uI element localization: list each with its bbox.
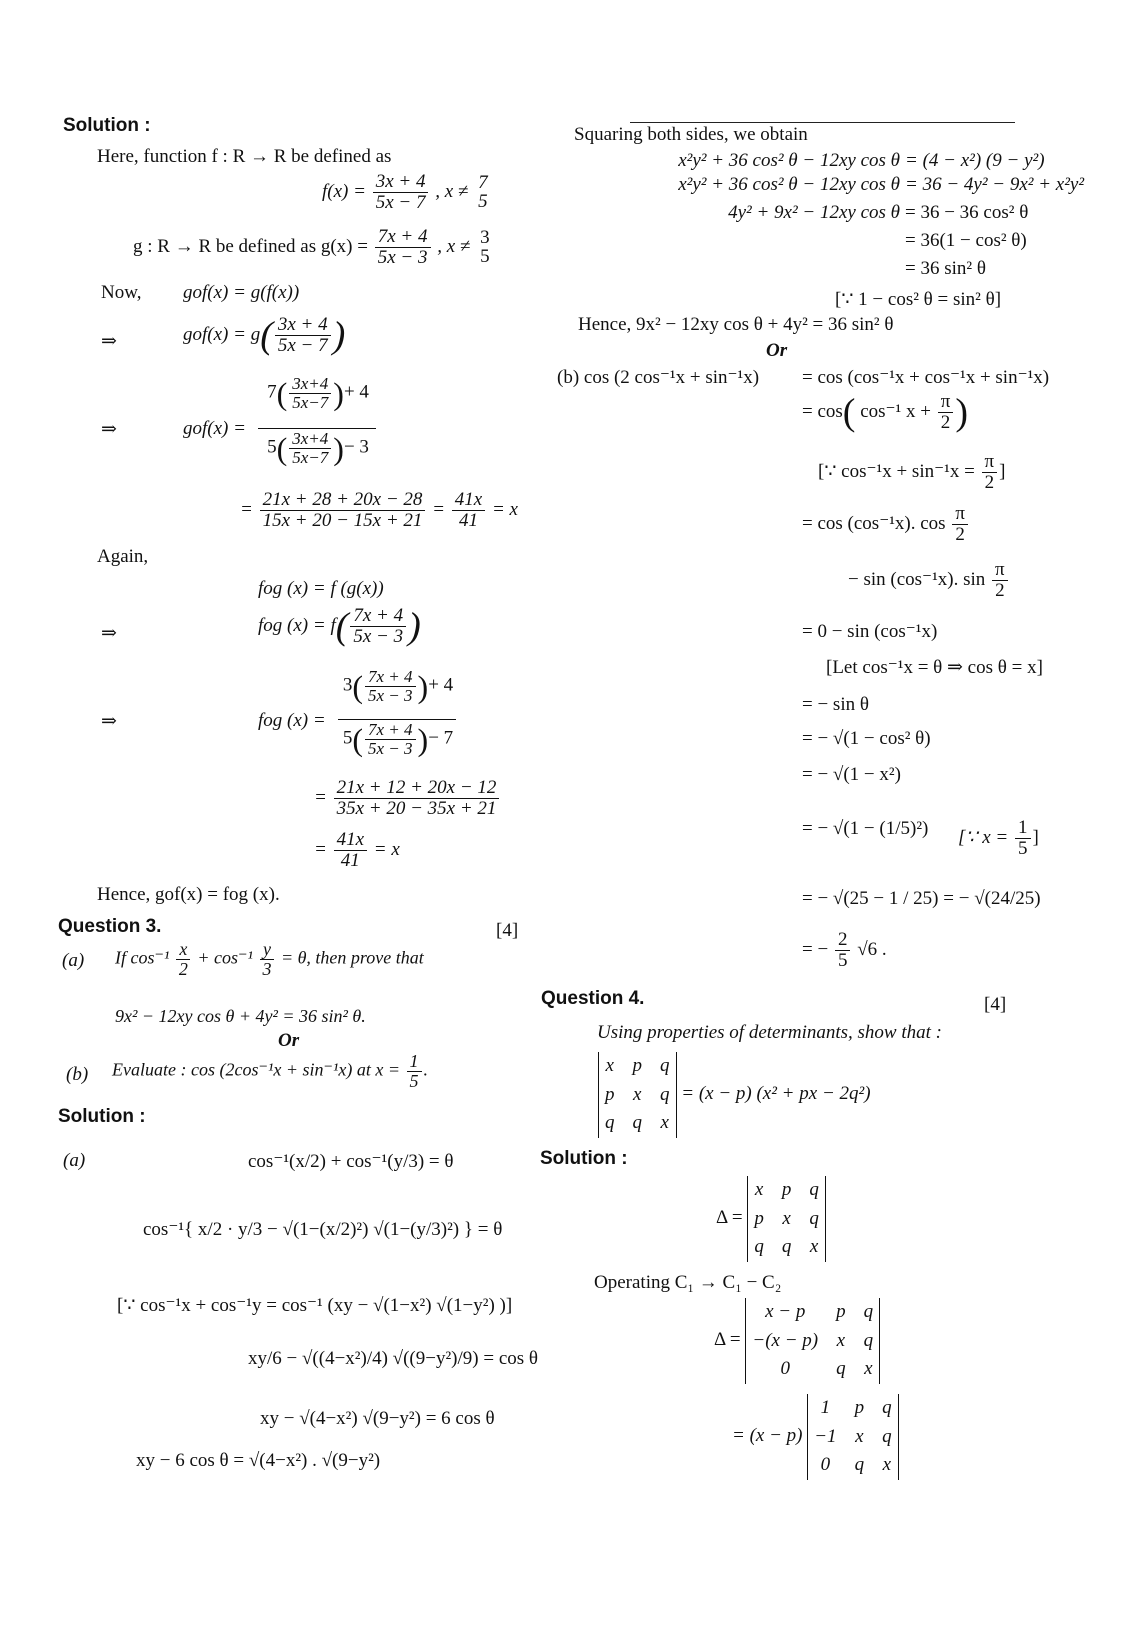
b-identity-note: [∵ cos⁻¹x + sin⁻¹x = $\frac{\pi}{2}$ ] bbox=[818, 451, 1006, 493]
fog-line-3-lhs: fog (x) = bbox=[258, 710, 326, 731]
question-4-marks: [4] bbox=[984, 994, 1007, 1015]
fog-line-1: fog (x) = f (g(x)) bbox=[258, 578, 384, 599]
gof-result: = $\frac{21x + 28 + 20x - 28}{15x + 20 - 15x + 21}$ = $\frac{41x}{41}$ = x bbox=[240, 489, 518, 531]
b-rhs-7: = − √(1 − cos² θ) bbox=[802, 728, 931, 749]
implies-arrow: ⇒ bbox=[101, 419, 117, 440]
b-rhs-11: = − $\frac{2}{5}$ √6 . bbox=[802, 929, 887, 971]
b-rhs-9: = − √(1 − (1/5)²) bbox=[802, 818, 929, 839]
sq-line-2-lhs: x²y² + 36 cos² θ − 12xy cos θ bbox=[678, 174, 900, 195]
q3a-label: (a) bbox=[62, 950, 85, 971]
question-3-heading: Question 3. bbox=[58, 916, 162, 937]
sq-line-1-lhs: x²y² + 36 cos² θ − 12xy cos θ bbox=[678, 150, 900, 171]
gof-line-3-lhs: gof(x) = bbox=[183, 418, 246, 439]
b-rhs-10: = − √(25 − 1 / 25) = − √(24/25) bbox=[802, 888, 1041, 909]
sol-a-line-1: cos⁻¹(x/2) + cos⁻¹(y/3) = θ bbox=[248, 1151, 454, 1172]
delta-determinant-3: 1 p q −1 x q 0 q x bbox=[807, 1394, 898, 1480]
g-definition: g : R → R be defined as g(x) = $\frac{7x + 4}{5x - 3}$ , x ≠ 3 5 bbox=[133, 226, 490, 268]
now-label: Now, bbox=[101, 282, 142, 303]
solution-heading-3: Solution : bbox=[540, 1148, 628, 1169]
q4-equation: x p q p x q q q x = (x − p) (x² + px − 2q²) bbox=[598, 1052, 871, 1138]
sq-line-1-rhs: = (4 − x²) (9 − y²) bbox=[905, 150, 1045, 171]
sq-line-3-lhs: 4y² + 9x² − 12xy cos θ bbox=[728, 202, 900, 223]
question-3-marks: [4] bbox=[496, 920, 519, 941]
b-lhs: (b) cos (2 cos⁻¹x + sin⁻¹x) bbox=[557, 367, 760, 388]
delta-2: Δ = x − p p q −(x − p) x q 0 q x bbox=[714, 1298, 880, 1384]
sq-identity-note: [∵ 1 − cos² θ = sin² θ] bbox=[835, 289, 1002, 310]
implies-arrow: ⇒ bbox=[101, 711, 117, 732]
gof-line-1: gof(x) = g(f(x)) bbox=[183, 282, 300, 303]
solution-heading: Solution : bbox=[63, 115, 151, 136]
sq-line-4-rhs: = 36(1 − cos² θ) bbox=[905, 230, 1027, 251]
q3b-label: (b) bbox=[66, 1064, 89, 1085]
b-rhs-1: = cos (cos⁻¹x + cos⁻¹x + sin⁻¹x) bbox=[802, 367, 1050, 388]
implies-arrow: ⇒ bbox=[101, 331, 117, 352]
question-4-heading: Question 4. bbox=[541, 988, 645, 1009]
gof-line-3-denominator: 5( $\frac{3x+4}{5x-7}$ )− 3 bbox=[267, 429, 369, 467]
delta-1: Δ = x p q p x q q q x bbox=[716, 1176, 826, 1262]
q3a-statement: If cos⁻¹ $\frac{x}{2}$ + cos⁻¹ $\frac{y}{3}$ = θ, then prove that bbox=[115, 939, 424, 979]
intro-text: Here, function f : R → R be defined as bbox=[97, 146, 392, 167]
sol-a-line-2: cos⁻¹{ x/2 · y/3 − √(1−(x/2)²) √(1−(y/3)²) } = θ bbox=[143, 1219, 503, 1240]
sq-line-2-rhs: = 36 − 4y² − 9x² + x²y² bbox=[905, 174, 1085, 195]
sq-line-5-rhs: = 36 sin² θ bbox=[905, 258, 986, 279]
solution-heading-2: Solution : bbox=[58, 1106, 146, 1127]
sol-a-line-4: xy − √(4−x²) √(9−y²) = 6 cos θ bbox=[260, 1408, 495, 1429]
b-rhs-2: = cos( cos⁻¹ x + $\frac{\pi}{2}$ ) bbox=[802, 391, 968, 434]
fog-line-2: fog (x) = f( $\frac{7x + 4}{5x - 3}$ ) bbox=[258, 605, 421, 648]
b-rhs-9-note: [∵ x = $\frac{1}{5}$ ] bbox=[958, 817, 1039, 859]
b-rhs-8: = − √(1 − x²) bbox=[802, 764, 901, 785]
q3b-statement: Evaluate : cos (2cos⁻¹x + sin⁻¹x) at x = $\frac{1}{5}$ . bbox=[112, 1051, 429, 1091]
fog-result-1: = $\frac{21x + 12 + 20x - 12}{35x + 20 - 35x + 21}$ bbox=[314, 778, 501, 819]
b-rhs-6: = − sin θ bbox=[802, 694, 869, 715]
or-label: Or bbox=[278, 1030, 300, 1051]
sol-a-label: (a) bbox=[63, 1150, 86, 1171]
delta-3: = (x − p) 1 p q −1 x q 0 q x bbox=[732, 1394, 899, 1480]
q4-statement: Using properties of determinants, show that : bbox=[597, 1022, 942, 1043]
b-rhs-5: = 0 − sin (cos⁻¹x) bbox=[802, 621, 938, 642]
q4-determinant: x p q p x q q q x bbox=[598, 1052, 677, 1138]
sol-a-identity: [∵ cos⁻¹x + cos⁻¹y = cos⁻¹ (xy − √(1−x²) √(1−y²) )] bbox=[117, 1295, 513, 1316]
sq-line-3-rhs: = 36 − 36 cos² θ bbox=[905, 202, 1029, 223]
operating-note: Operating C₁ → C₁ − C₂ bbox=[594, 1272, 782, 1293]
fog-line-3-denominator: 5( $\frac{7x + 4}{5x - 3}$ )− 7 bbox=[342, 720, 454, 758]
fog-result-2: = $\frac{41x}{41}$ = x bbox=[314, 829, 400, 871]
implies-arrow: ⇒ bbox=[101, 623, 117, 644]
f-definition: f(x) = $\frac{3x + 4}{5x - 7}$ , x ≠ 7 5 bbox=[322, 171, 488, 213]
delta-determinant-2: x − p p q −(x − p) x q 0 q x bbox=[745, 1298, 880, 1384]
b-rhs-4: − sin (cos⁻¹x). sin $\frac{\pi}{2}$ bbox=[848, 560, 1010, 601]
top-rule bbox=[630, 122, 1015, 123]
hence-statement: Hence, gof(x) = fog (x). bbox=[97, 884, 280, 905]
squaring-text: Squaring both sides, we obtain bbox=[574, 124, 808, 145]
hence-result: Hence, 9x² − 12xy cos θ + 4y² = 36 sin² θ bbox=[578, 314, 894, 335]
again-label: Again, bbox=[97, 546, 149, 567]
b-let-note: [Let cos⁻¹x = θ ⇒ cos θ = x] bbox=[826, 657, 1043, 678]
fog-line-3-numerator: 3( $\frac{7x + 4}{5x - 3}$ )+ 4 bbox=[342, 667, 454, 705]
delta-determinant: x p q p x q q q x bbox=[747, 1176, 826, 1262]
gof-line-3-numerator: 7( $\frac{3x+4}{5x-7}$ )+ 4 bbox=[267, 374, 369, 412]
sol-a-line-3: xy/6 − √((4−x²)/4) √((9−y²)/9) = cos θ bbox=[248, 1348, 538, 1369]
q3a-equation: 9x² − 12xy cos θ + 4y² = 36 sin² θ. bbox=[115, 1006, 366, 1026]
b-rhs-3: = cos (cos⁻¹x). cos $\frac{\pi}{2}$ bbox=[802, 504, 970, 545]
or-label-right: Or bbox=[766, 340, 788, 361]
sol-a-line-5: xy − 6 cos θ = √(4−x²) . √(9−y²) bbox=[136, 1450, 381, 1471]
gof-line-2: gof(x) = g( $\frac{3x + 4}{5x - 7}$ ) bbox=[183, 314, 346, 357]
